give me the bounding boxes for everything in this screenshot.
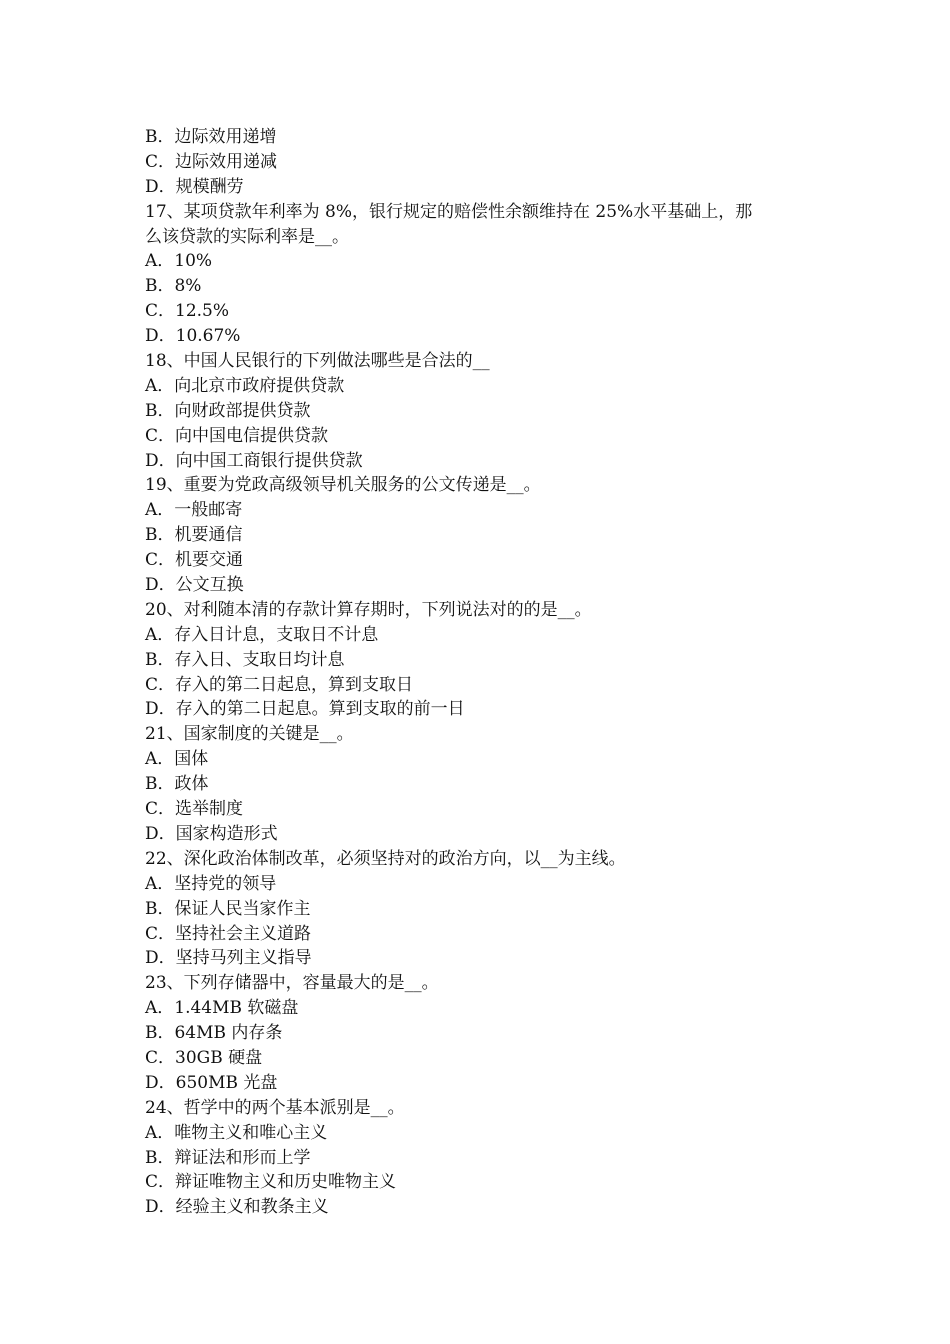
document-page <box>145 125 825 1220</box>
q19-option-c: C．机要交通 <box>145 550 244 571</box>
q21-option-c: C．选举制度 <box>145 799 244 820</box>
question-18: 18、中国人民银行的下列做法哪些是合法的__ <box>145 351 490 372</box>
q19-option-a: A．一般邮寄 <box>145 500 243 521</box>
question-19: 19、重要为党政高级领导机关服务的公文传递是__。 <box>145 475 541 496</box>
q23-option-b: B．64MB 内存条 <box>145 1023 283 1044</box>
q24-option-d: D．经验主义和教条主义 <box>145 1197 329 1218</box>
q22-option-b: B．保证人民当家作主 <box>145 898 311 919</box>
q18-option-a: A．向北京市政府提供贷款 <box>145 375 345 396</box>
question-17-line-1: 17、某项贷款年利率为 8%，银行规定的赔偿性余额维持在 25%水平基础上，那 <box>145 201 753 222</box>
q23-option-a: A．1.44MB 软磁盘 <box>145 998 299 1019</box>
q19-option-d: D．公文互换 <box>145 575 244 596</box>
q17-option-c: C．12.5% <box>145 301 230 322</box>
question-24: 24、哲学中的两个基本派别是__。 <box>145 1097 405 1118</box>
q23-option-d: D．650MB 光盘 <box>145 1072 278 1093</box>
q17-option-d: D．10.67% <box>145 326 241 347</box>
q23-option-c: C．30GB 硬盘 <box>145 1047 263 1068</box>
q20-option-a: A．存入日计息，支取日不计息 <box>145 624 379 645</box>
q18-option-b: B．向财政部提供贷款 <box>145 400 311 421</box>
q18-option-d: D．向中国工商银行提供贷款 <box>145 450 363 471</box>
option-b-marginal-utility-increasing: B．边际效用递增 <box>145 127 277 147</box>
option-d-scale-returns: D．规模酬劳 <box>145 176 244 197</box>
q20-option-d: D．存入的第二日起息。算到支取的前一日 <box>145 699 465 720</box>
q21-option-a: A．国体 <box>145 749 209 770</box>
q24-option-a: A．唯物主义和唯心主义 <box>145 1122 328 1143</box>
q24-option-c: C．辩证唯物主义和历史唯物主义 <box>145 1172 397 1193</box>
q22-option-d: D．坚持马列主义指导 <box>145 948 312 969</box>
option-c-marginal-utility-decreasing: C．边际效用递减 <box>145 151 278 172</box>
question-21: 21、国家制度的关键是__。 <box>145 724 354 745</box>
q20-option-c: C．存入的第二日起息，算到支取日 <box>145 674 414 695</box>
q24-option-b: B．辩证法和形而上学 <box>145 1147 311 1168</box>
q19-option-b: B．机要通信 <box>145 525 243 546</box>
question-17-line-2: 么该贷款的实际利率是__。 <box>145 226 349 247</box>
q18-option-c: C．向中国电信提供贷款 <box>145 425 329 446</box>
q20-option-b: B．存入日、支取日均计息 <box>145 649 345 670</box>
question-22: 22、深化政治体制改革，必须坚持对的政治方向，以__为主线。 <box>145 848 626 869</box>
q17-option-a: A．10% <box>145 251 213 272</box>
q21-option-d: D．国家构造形式 <box>145 823 278 844</box>
question-20: 20、对利随本清的存款计算存期时，下列说法对的的是__。 <box>145 599 592 620</box>
q17-option-b: B．8% <box>145 276 202 297</box>
q22-option-a: A．坚持党的领导 <box>145 873 277 894</box>
q21-option-b: B．政体 <box>145 774 209 795</box>
question-23: 23、下列存储器中，容量最大的是__。 <box>145 973 439 994</box>
q22-option-c: C．坚持社会主义道路 <box>145 923 312 944</box>
